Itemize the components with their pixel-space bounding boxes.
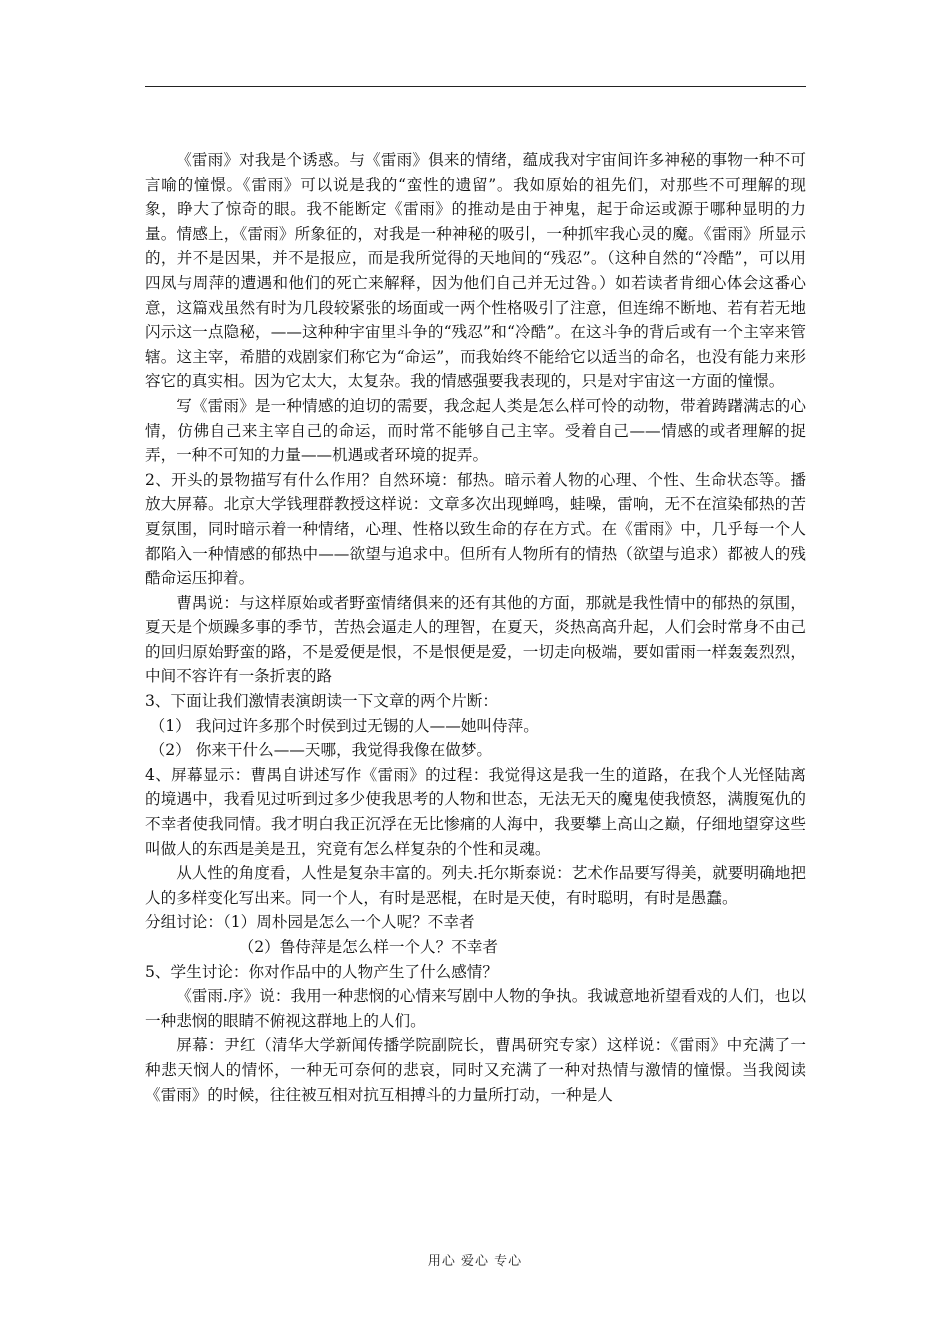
paragraph-preface-compassion: 《雷雨.序》说：我用一种悲悯的心情来写剧中人物的争执。我诚意地祈望看戏的人们，也以一种悲悯的眼睛不俯视这群地上的人们。 xyxy=(145,987,806,1030)
paragraph-writing-need: 写《雷雨》是一种情感的迫切的需要，我念起人类是怎么样可怜的动物，带着踌躇满志的心情，仿佛自己来主宰自己的命运，而时常不能够自己主宰。受着自己——情感的或者理解的捉弄，一种不可知的力量——机遇或者环境的捉弄。 xyxy=(145,396,806,465)
paragraph-question-5: 5、学生讨论：你对作品中的人物产生了什么感情？ xyxy=(145,962,498,981)
reading-excerpt-1: （1） 我问过许多那个时侯到过无锡的人——她叫侍萍。 xyxy=(149,716,539,735)
group-discussion-1: 分组讨论：（1）周朴园是怎么一个人呢？不幸者 xyxy=(145,913,475,932)
paragraph-caoyu-quote: 曹禺说：与这样原始或者野蛮情绪俱来的还有其他的方面，那就是我性情中的郁热的氛围，夏天是个烦躁多事的季节，苦热会逼走人的理智，在夏天，炎热高高升起，人们会时常身不由己的回归原始野蛮的路，不是爱便是恨，不是恨便是爱，一切走向极端，要如雷雨一样轰轰烈烈，中间不容许有一条折衷的路 xyxy=(145,593,806,686)
document-body xyxy=(145,148,806,1107)
paragraph-question-3: 3、下面让我们激情表演朗读一下文章的两个片断： xyxy=(145,692,498,711)
reading-excerpt-2: （2） 你来干什么——天哪，我觉得我像在做梦。 xyxy=(149,741,493,760)
paragraph-question-4: 4、屏幕显示：曹禺自讲述写作《雷雨》的过程：我觉得这是我一生的道路，在我个人光怪陆离的境遇中，我看见过听到过多少使我思考的人物和世态，无法无天的魔鬼使我愤怒，满腹冤仇的不幸者使我同情。我才明白我正沉浮在无比惨痛的人海中，我要攀上高山之巅，仔细地望穿这些叫做人的东西是美是丑，究竟有怎么样复杂的个性和灵魂。 xyxy=(145,765,806,858)
paragraph-yinhong-quote: 屏幕：尹红（清华大学新闻传播学院副院长，曹禺研究专家）这样说：《雷雨》中充满了一种悲天悯人的情怀，一种无可奈何的悲哀，同时又充满了一种对热情与激情的憧憬。当我阅读《雷雨》的时候，往往被互相对抗互相搏斗的力量所打动，一种是人 xyxy=(145,1036,806,1104)
group-discussion-2: （2）鲁侍萍是怎么样一个人？不幸者 xyxy=(238,938,499,956)
paragraph-preface-quote: 《雷雨》对我是个诱惑。与《雷雨》俱来的情绪，蕴成我对宇宙间许多神秘的事物一种不可言喻的憧憬。《雷雨》可以说是我的“蛮性的遗留”。我如原始的祖先们，对那些不可理解的现象，睁大了惊奇的眼。我不能断定《雷雨》的推动是由于神鬼，起于命运或源于哪种显明的力量。情感上，《雷雨》所象征的，对我是一种神秘的吸引，一种抓牢我心灵的魔。《雷雨》所显示的，并不是因果，并不是报应，而是我所觉得的天地间的“残忍”。（这种自然的“冷酷”，可以用四凤与周萍的遭遇和他们的死亡来解释，因为他们自己并无过咎。）如若读者肯细心体会这番心意，这篇戏虽然有时为几段较紧张的场面或一两个性格吸引了注意，但连绵不断地、若有若无地闪示这一点隐秘，——这种种宇宙里斗争的“残忍”和“冷酷”。在这斗争的背后或有一个主宰来管辖。这主宰，希腊的戏剧家们称它为“命运”，而我始终不能给它以适当的命名，也没有能力来形容它的真实相。因为它太大，太复杂。我的情感强要我表现的，只是对宇宙这一方面的憧憬。 xyxy=(145,151,806,391)
paragraph-human-nature: 从人性的角度看，人性是复杂丰富的。列夫.托尔斯泰说：艺术作品要写得美，就要明确地把人的多样变化写出来。同一个人，有时是恶棍，在时是天使，有时聪明，有时是愚蠢。 xyxy=(145,864,806,907)
header-rule xyxy=(145,86,806,87)
page-footer: 用心 爱心 专心 xyxy=(427,1254,523,1269)
paragraph-question-2: 2、开头的景物描写有什么作用？自然环境：郁热。暗示着人物的心理、个性、生命状态等。播放大屏幕。北京大学钱理群教授这样说：文章多次出现蝉鸣，蛙噪，雷响，无不在渲染郁热的苦夏氛围，同时暗示着一种情绪，心理、性格以致生命的存在方式。在《雷雨》中，几乎每一个人都陷入一种情感的郁热中——欲望与追求中。但所有人物所有的情热（欲望与追求）都被人的残酷命运压抑着。 xyxy=(145,470,806,588)
